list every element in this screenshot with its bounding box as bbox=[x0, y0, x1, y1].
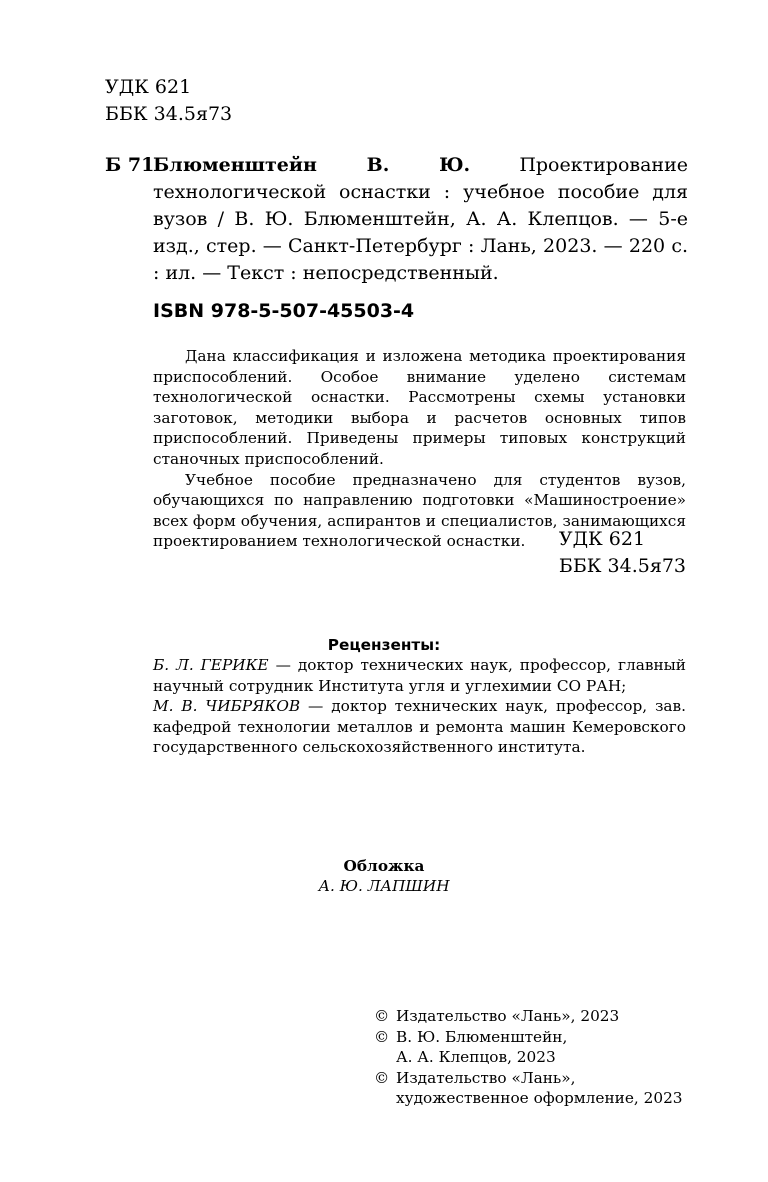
copyright-icon: © bbox=[374, 1007, 390, 1025]
author-sign: Б 71 bbox=[105, 154, 155, 176]
bbk-code: ББК 34.5я73 bbox=[105, 103, 233, 125]
annotation bbox=[153, 346, 686, 552]
copyright-line-2-cont: А. А. Клепцов, 2023 bbox=[396, 1048, 556, 1067]
copyright-line-2: © В. Ю. Блюменштейн, bbox=[374, 1027, 568, 1046]
top-classification-codes bbox=[105, 74, 232, 128]
annotation-paragraph-2: Учебное пособие предназначено для студентов вузов, обучающихся по направлению подготовки «Машиностроение» всех форм обучения, аспирантов и специалистов, занимающихся проектированием технологической оснастки. bbox=[153, 470, 686, 551]
copyright-line-3: © Издательство «Лань», bbox=[374, 1068, 576, 1087]
copyright-icon: © bbox=[374, 1068, 390, 1087]
reviewer-2 bbox=[153, 696, 686, 758]
copyright-icon: © bbox=[374, 1027, 390, 1046]
copyright-line-3-cont: художественное оформление, 2023 bbox=[396, 1089, 683, 1108]
reviewer-1 bbox=[153, 655, 686, 696]
reviewers-heading: Рецензенты: bbox=[327, 636, 441, 654]
bib-description: Проектирование технологической оснастки : учебное пособие для вузов / В. Ю. Блюменштейн, А. А. Клепцов. — 5-е изд., стер. — Санкт-Петербург : Лань, 2023. — 220 с. : ил. — Текст : непосредственный. bbox=[153, 154, 688, 284]
cover-designer: А. Ю. ЛАПШИН bbox=[318, 877, 450, 895]
copyright-line-1: © Издательство «Лань», 2023 bbox=[374, 1007, 620, 1025]
reviewer-2-text: — доктор технических наук, профессор, зав. кафедрой технологии металлов и ремонта машин Кемеровского государственного сельскохозяйственного института. bbox=[153, 697, 687, 757]
annotation-paragraph-1: Дана классификация и изложена методика проектирования приспособлений. Особое внимание уделено системам технологической оснастки. Рассмотрены схемы установки заготовок, методики выбора и расчетов основных типов приспособлений. Приведены примеры типовых конструкций станочных приспособлений. bbox=[153, 347, 686, 468]
bibliographic-record bbox=[153, 152, 688, 287]
bib-author: Блюменштейн В. Ю. bbox=[153, 154, 471, 176]
udk-code-bottom: УДК 621 bbox=[558, 528, 646, 550]
bottom-classification-codes bbox=[559, 526, 686, 580]
reviewers-list bbox=[153, 655, 686, 758]
udk-code: УДК 621 bbox=[105, 76, 192, 98]
reviewer-2-name: М. В. ЧИБРЯКОВ bbox=[153, 697, 301, 716]
cover-heading: Обложка bbox=[343, 857, 425, 875]
isbn: ISBN 978-5-507-45503-4 bbox=[153, 300, 415, 322]
copyright-block bbox=[374, 1006, 683, 1109]
reviewer-1-name: Б. Л. ГЕРИКЕ bbox=[153, 656, 269, 674]
bbk-code-bottom: ББК 34.5я73 bbox=[558, 555, 686, 577]
reviewer-1-text: — доктор технических наук, профессор, главный научный сотрудник Института угля и углехимии СО РАН; bbox=[153, 656, 687, 695]
cover-credit bbox=[0, 856, 768, 896]
